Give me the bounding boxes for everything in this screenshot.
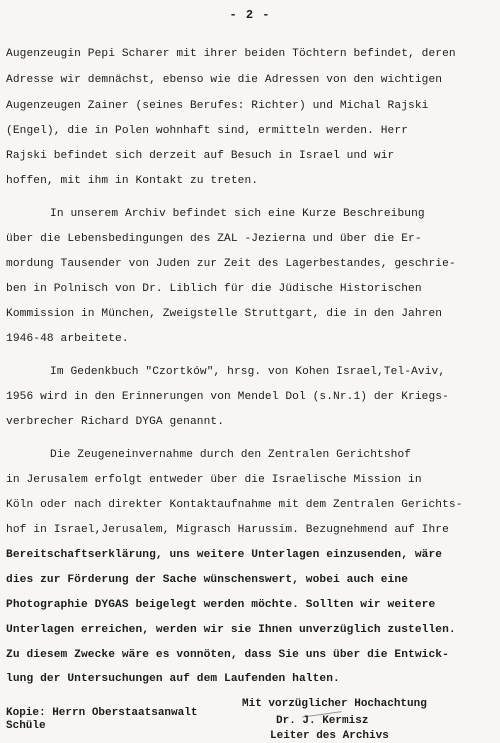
text-line: dies zur Förderung der Sache wünschenswert, wobei auch eine — [6, 574, 409, 586]
text-line: verbrecher Richard DYGA genannt. — [6, 416, 225, 428]
text-line: über die Lebensbedingungen des ZAL -Jezierna und über die Er- — [6, 233, 422, 245]
text-line: hof in Israel,Jerusalem, Migrasch Harussim. Bezugnehmend auf Ihre — [6, 524, 449, 536]
signer-name: Dr. J. Kermisz — [276, 715, 369, 727]
text-line: Augenzeugin Pepi Scharer mit ihrer beiden Töchtern befindet, deren — [6, 48, 456, 60]
text-line: Photographie DYGAS beigelegt werden möchte. Sollten wir weitere — [6, 599, 436, 611]
text-line: Augenzeugen Zainer (seines Berufes: Richter) und Michal Rajski — [6, 100, 429, 112]
copy-recipient-name: Schüle — [6, 720, 46, 732]
text-line: Köln oder nach direkter Kontaktaufnahme mit dem Zentralen Gerichts- — [6, 499, 463, 511]
text-line: in Jerusalem erfolgt entweder über die Israelische Mission in — [6, 474, 422, 486]
text-line: Zu diesem Zwecke wäre es vonnöten, dass Sie uns über die Entwick- — [6, 649, 449, 661]
text-line: Die Zeugeneinvernahme durch den Zentralen Gerichtshof — [50, 449, 412, 461]
text-line: ben in Polnisch von Dr. Liblich für die Jüdische Historischen — [6, 283, 422, 295]
text-line: 1956 wird in den Erinnerungen von Mendel Dol (s.Nr.1) der Kriegs- — [6, 391, 449, 403]
text-line: Kommission in München, Zweigstelle Struttgart, die in den Jahren — [6, 308, 443, 320]
text-line: Adresse wir demnächst, ebenso wie die Adressen von den wichtigen — [6, 74, 443, 86]
signer-title: Leiter des Archivs — [270, 730, 389, 742]
closing-greeting: Mit vorzüglicher Hochachtung — [242, 698, 427, 710]
text-line: 1946-48 arbeitete. — [6, 333, 129, 345]
text-line: In unserem Archiv befindet sich eine Kurze Beschreibung — [50, 208, 425, 220]
text-line: Im Gedenkbuch "Czortków", hrsg. von Kohen Israel,Tel-Aviv, — [50, 366, 446, 378]
signature-mark — [298, 685, 341, 717]
copy-recipient-line: Kopie: Herrn Oberstaatsanwalt — [6, 707, 198, 719]
text-line: hoffen, mit ihm in Kontakt zu treten. — [6, 175, 259, 187]
text-line: Unterlagen erreichen, werden wir sie Ihnen unverzüglich zustellen. — [6, 624, 456, 636]
text-line: Bereitschaftserklärung, uns weitere Unterlagen einzusenden, wäre — [6, 549, 443, 561]
text-line: Rajski befindet sich derzeit auf Besuch in Israel und wir — [6, 150, 395, 162]
text-line: (Engel), die in Polen wohnhaft sind, ermitteln werden. Herr — [6, 125, 409, 137]
text-line: lung der Untersuchungen auf dem Laufenden halten. — [6, 673, 340, 685]
page-number: - 2 - — [229, 8, 271, 22]
text-line: mordung Tausender von Juden zur Zeit des Lagerbestandes, geschrie- — [6, 258, 456, 270]
